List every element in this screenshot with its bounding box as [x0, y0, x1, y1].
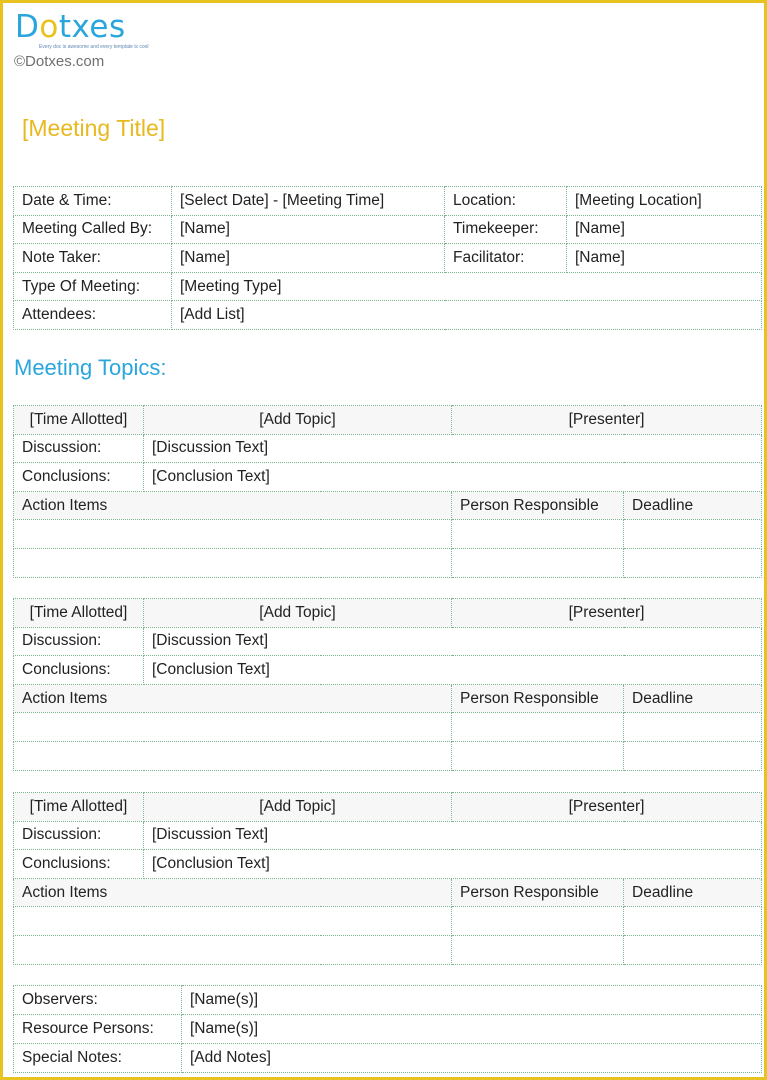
presenter-field[interactable]: [Presenter] [452, 406, 762, 435]
deadline-cell[interactable] [624, 907, 762, 936]
meeting-topics-heading: Meeting Topics: [14, 355, 167, 380]
timekeeper-label: Timekeeper: [445, 215, 567, 244]
attendees-label: Attendees: [14, 301, 172, 330]
logo-tagline: Every doc is awesome and every template is cool [39, 44, 149, 50]
timekeeper-field[interactable]: [Name] [567, 215, 762, 244]
location-field[interactable]: [Meeting Location] [567, 187, 762, 216]
action-items-header: Action Items [14, 684, 452, 713]
table-row [14, 907, 762, 936]
action-items-header: Action Items [14, 878, 452, 907]
date-time-field[interactable]: [Select Date] - [Meeting Time] [172, 187, 445, 216]
table-row [14, 878, 762, 907]
person-cell[interactable] [452, 935, 624, 964]
action-item-cell[interactable] [14, 713, 452, 742]
location-label: Location: [445, 187, 567, 216]
topic-field[interactable]: [Add Topic] [144, 406, 452, 435]
presenter-field[interactable]: [Presenter] [452, 793, 762, 822]
table-row [14, 713, 762, 742]
table-row [14, 656, 762, 685]
time-allotted-field[interactable]: [Time Allotted] [14, 406, 144, 435]
table-row [14, 301, 762, 330]
table-row [14, 434, 762, 463]
table-row [14, 684, 762, 713]
called-by-field[interactable]: [Name] [172, 215, 445, 244]
deadline-cell[interactable] [624, 713, 762, 742]
attendees-field[interactable]: [Add List] [172, 301, 762, 330]
special-notes-label: Special Notes: [14, 1044, 182, 1073]
topic-table-3 [13, 792, 762, 965]
meeting-title[interactable]: [Meeting Title] [22, 115, 166, 141]
meeting-type-label: Type Of Meeting: [14, 272, 172, 301]
person-cell[interactable] [452, 907, 624, 936]
table-row [14, 1015, 762, 1044]
special-notes-field[interactable]: [Add Notes] [182, 1044, 762, 1073]
called-by-label: Meeting Called By: [14, 215, 172, 244]
table-row [14, 491, 762, 520]
table-row [14, 821, 762, 850]
person-cell[interactable] [452, 713, 624, 742]
resource-persons-label: Resource Persons: [14, 1015, 182, 1044]
table-row [14, 986, 762, 1015]
meeting-info-table [13, 186, 762, 330]
time-allotted-field[interactable]: [Time Allotted] [14, 793, 144, 822]
table-row [14, 520, 762, 549]
table-row [14, 272, 762, 301]
table-row [14, 1044, 762, 1073]
action-item-cell[interactable] [14, 520, 452, 549]
table-row [14, 850, 762, 879]
topic-table-1 [13, 405, 762, 578]
action-item-cell[interactable] [14, 741, 452, 770]
deadline-cell[interactable] [624, 520, 762, 549]
table-row [14, 463, 762, 492]
resource-persons-field[interactable]: [Name(s)] [182, 1015, 762, 1044]
action-items-header: Action Items [14, 491, 452, 520]
conclusions-field[interactable]: [Conclusion Text] [144, 850, 762, 879]
table-row [14, 741, 762, 770]
copyright-text: ©Dotxes.com [14, 53, 105, 70]
footer-table [13, 985, 762, 1073]
conclusions-field[interactable]: [Conclusion Text] [144, 463, 762, 492]
deadline-header: Deadline [624, 684, 762, 713]
conclusions-label: Conclusions: [14, 656, 144, 685]
table-row [14, 548, 762, 577]
deadline-cell[interactable] [624, 741, 762, 770]
table-row [14, 793, 762, 822]
facilitator-label: Facilitator: [445, 244, 567, 273]
conclusions-label: Conclusions: [14, 463, 144, 492]
topic-table-2 [13, 598, 762, 771]
deadline-cell[interactable] [624, 548, 762, 577]
facilitator-field[interactable]: [Name] [567, 244, 762, 273]
discussion-field[interactable]: [Discussion Text] [144, 821, 762, 850]
discussion-label: Discussion: [14, 434, 144, 463]
discussion-label: Discussion: [14, 627, 144, 656]
date-time-label: Date & Time: [14, 187, 172, 216]
deadline-cell[interactable] [624, 935, 762, 964]
conclusions-field[interactable]: [Conclusion Text] [144, 656, 762, 685]
table-row [14, 599, 762, 628]
table-row [14, 187, 762, 216]
person-cell[interactable] [452, 520, 624, 549]
table-row [14, 406, 762, 435]
deadline-header: Deadline [624, 878, 762, 907]
topic-field[interactable]: [Add Topic] [144, 599, 452, 628]
note-taker-label: Note Taker: [14, 244, 172, 273]
time-allotted-field[interactable]: [Time Allotted] [14, 599, 144, 628]
conclusions-label: Conclusions: [14, 850, 144, 879]
person-cell[interactable] [452, 741, 624, 770]
action-item-cell[interactable] [14, 548, 452, 577]
discussion-field[interactable]: [Discussion Text] [144, 627, 762, 656]
person-responsible-header: Person Responsible [452, 878, 624, 907]
logo-wordmark: Dotxes [15, 9, 126, 45]
action-item-cell[interactable] [14, 907, 452, 936]
topic-field[interactable]: [Add Topic] [144, 793, 452, 822]
deadline-header: Deadline [624, 491, 762, 520]
discussion-field[interactable]: [Discussion Text] [144, 434, 762, 463]
table-row [14, 244, 762, 273]
dotxes-logo [15, 9, 149, 50]
table-row [14, 935, 762, 964]
discussion-label: Discussion: [14, 821, 144, 850]
presenter-field[interactable]: [Presenter] [452, 599, 762, 628]
action-item-cell[interactable] [14, 935, 452, 964]
observers-label: Observers: [14, 986, 182, 1015]
table-row [14, 215, 762, 244]
person-cell[interactable] [452, 548, 624, 577]
observers-field[interactable]: [Name(s)] [182, 986, 762, 1015]
person-responsible-header: Person Responsible [452, 684, 624, 713]
note-taker-field[interactable]: [Name] [172, 244, 445, 273]
meeting-type-field[interactable]: [Meeting Type] [172, 272, 762, 301]
person-responsible-header: Person Responsible [452, 491, 624, 520]
table-row [14, 627, 762, 656]
